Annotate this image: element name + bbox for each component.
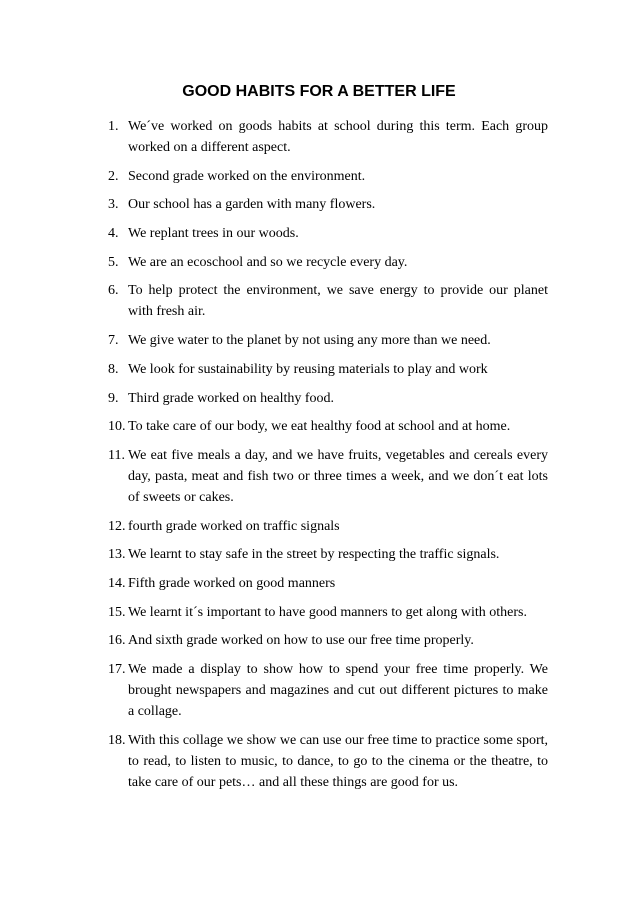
list-item [108,730,548,793]
item-number: 7. [108,333,119,349]
list-item [108,280,548,322]
item-number: 5. [108,254,119,270]
item-number: 11. [108,447,125,463]
list-item [108,359,548,380]
item-number: 3. [108,197,119,213]
item-number: 8. [108,361,119,377]
list-item [108,116,548,158]
item-text: To help protect the environment, we save energy to provide our planet with fresh air. [128,283,548,320]
list-item [108,602,548,623]
item-number: 9. [108,390,119,406]
item-text: To take care of our body, we eat healthy food at school and at home. [128,419,511,435]
item-text: We are an ecoschool and so we recycle every day. [128,254,408,270]
item-number: 10. [108,419,126,435]
list-item [108,166,548,187]
item-text: We eat five meals a day, and we have fruits, vegetables and cereals every day, pasta, meat and fish two or three times a week, and we don´t eat lots of sweets or cakes. [128,447,548,505]
item-number: 6. [108,283,119,299]
item-number: 15. [108,604,126,620]
item-number: 2. [108,168,119,184]
item-text: Our school has a garden with many flowers. [128,197,376,213]
item-number: 13. [108,547,126,563]
item-number: 18. [108,732,126,748]
item-text: With this collage we show we can use our free time to practice some sport, to read, to listen to music, to dance, to go to the cinema or the theatre, to take care of our pets… and all these things are good for us. [128,732,548,790]
item-number: 4. [108,226,119,242]
item-text: We look for sustainability by reusing materials to play and work [128,361,488,377]
list-item [108,416,548,437]
item-text: And sixth grade worked on how to use our free time properly. [128,633,474,649]
list-item [108,573,548,594]
item-number: 12. [108,518,126,534]
item-number: 1. [108,119,119,134]
item-text: We give water to the planet by not using any more than we need. [128,333,491,349]
habits-list [108,116,548,800]
item-text: Third grade worked on healthy food. [128,390,335,406]
item-text: We´ve worked on goods habits at school during this term. Each group worked on a different aspect. [128,119,548,155]
item-text: Fifth grade worked on good manners [128,575,336,591]
item-number: 16. [108,633,126,649]
list-item [108,194,548,215]
item-text: We replant trees in our woods. [128,226,299,242]
list-item [108,223,548,244]
list-item [108,630,548,651]
item-text: We learnt to stay safe in the street by respecting the traffic signals. [128,547,500,563]
item-text: fourth grade worked on traffic signals [128,518,340,534]
list-item [108,330,548,351]
page-title: GOOD HABITS FOR A BETTER LIFE [182,83,456,100]
item-text: Second grade worked on the environment. [128,168,366,184]
list-item [108,445,548,508]
list-item [108,659,548,722]
list-item [108,388,548,409]
item-text: We learnt it´s important to have good manners to get along with others. [128,604,527,620]
list-item [108,544,548,565]
item-number: 14. [108,575,126,591]
list-item [108,516,548,537]
item-number: 17. [108,662,126,677]
item-text: We made a display to show how to spend your free time properly. We brought newspapers and magazines and cut out different pictures to make a collage. [128,662,548,719]
list-item [108,252,548,273]
